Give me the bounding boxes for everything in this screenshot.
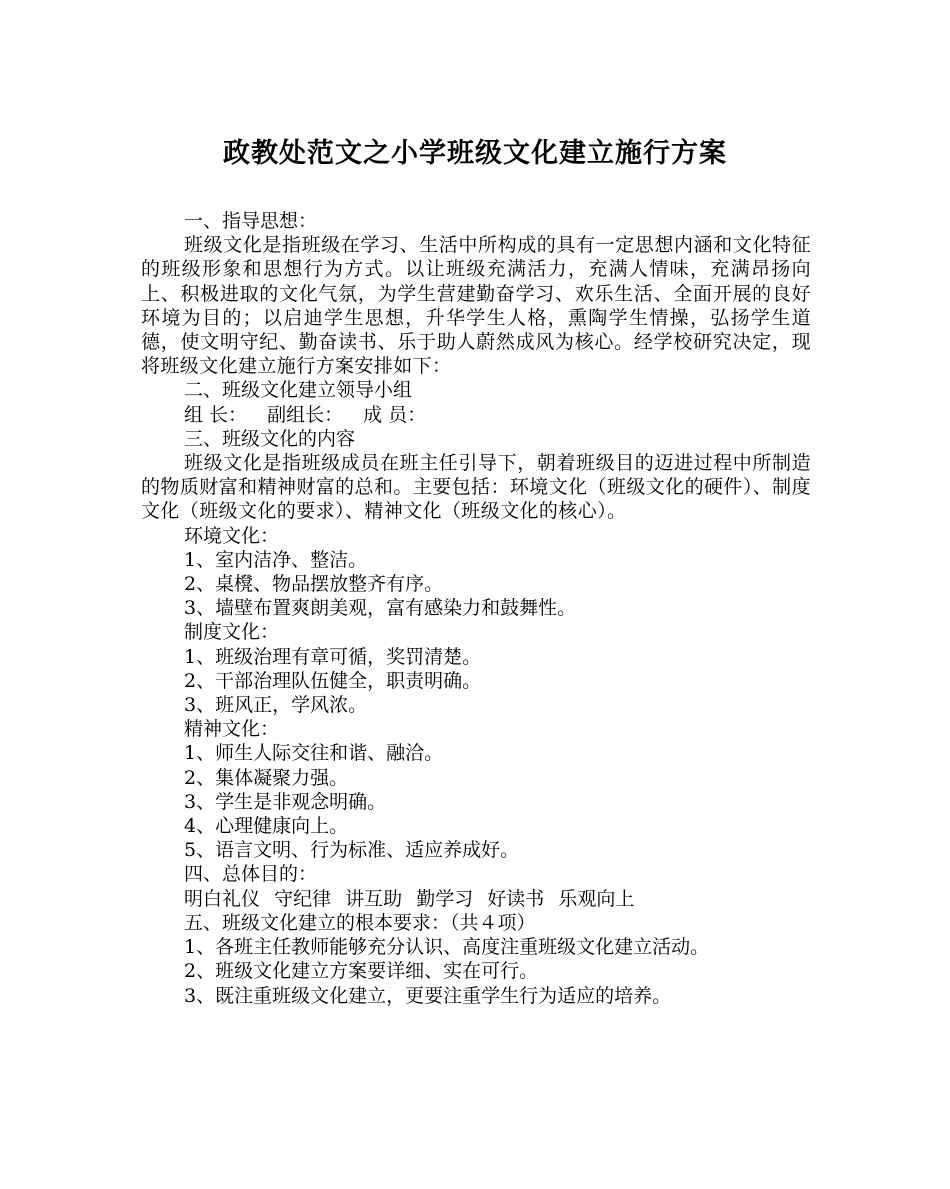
member-role-deputy: 副组长： bbox=[267, 403, 344, 426]
section-1-paragraph: 班级文化是指班级在学习、生活中所构成的具有一定思想内涵和文化特征的班级形象和思想行为方式。以让班级充满活力，充满人情味，充满昂扬向上、积极进取的文化气氛，为学生营建勤奋学习、欢乐生活、全面开展的良好环境为目的；以启迪学生思想，升华学生人格，熏陶学生情操，弘扬学生道德，使文明守纪、勤奋读书、乐于助人蔚然成风为核心。经学校研究决定，现将班级文化建立施行方案安排如下： bbox=[141, 234, 811, 378]
list-item: 2、班级文化建立方案要详细、实在可行。 bbox=[184, 960, 539, 983]
list-item: 3、学生是非观念明确。 bbox=[184, 790, 387, 813]
member-role-leader: 组 长： bbox=[184, 403, 248, 426]
goal-item: 勤学习 bbox=[416, 887, 474, 910]
environment-culture-heading: 环境文化： bbox=[184, 524, 280, 547]
document-body bbox=[141, 209, 811, 1008]
leadership-members-line bbox=[141, 403, 811, 427]
section-4-heading: 四、总体目的： bbox=[184, 863, 318, 886]
list-item: 1、师生人际交往和谐、融洽。 bbox=[184, 742, 444, 765]
list-item: 4、心理健康向上。 bbox=[184, 815, 349, 838]
section-1-heading: 一、指导思想： bbox=[184, 210, 318, 232]
goal-item: 乐观向上 bbox=[558, 887, 635, 910]
list-item: 5、语言文明、行为标准、适应养成好。 bbox=[184, 839, 520, 862]
system-culture-heading: 制度文化： bbox=[184, 621, 280, 644]
member-role-members: 成 员： bbox=[363, 403, 427, 426]
list-item: 2、集体凝聚力强。 bbox=[184, 766, 349, 789]
list-item: 1、班级治理有章可循，奖罚清楚。 bbox=[184, 645, 482, 668]
goal-item: 讲互助 bbox=[345, 887, 403, 910]
goal-item: 好读书 bbox=[487, 887, 545, 910]
goal-item: 守纪律 bbox=[274, 887, 332, 910]
list-item: 2、干部治理队伍健全，职责明确。 bbox=[184, 669, 482, 692]
section-2-heading: 二、班级文化建立领导小组 bbox=[184, 379, 413, 402]
list-item: 3、墙壁布置爽朗美观，富有感染力和鼓舞性。 bbox=[184, 597, 577, 620]
list-item: 1、各班主任教师能够充分认识、高度注重班级文化建立活动。 bbox=[184, 936, 710, 959]
section-3-paragraph: 班级文化是指班级成员在班主任引导下，朝着班级目的迈进过程中所制造的物质财富和精神财富的总和。主要包括：环境文化（班级文化的硬件）、制度文化（班级文化的要求）、精神文化（班级文化的核心）。 bbox=[141, 452, 811, 523]
section-3-heading: 三、班级文化的内容 bbox=[184, 427, 356, 450]
list-item: 2、桌櫈、物品摆放整齐有序。 bbox=[184, 573, 444, 596]
list-item: 3、班风正，学风浓。 bbox=[184, 694, 368, 717]
document-title: 政教处范文之小学班级文化建立施行方案 bbox=[223, 138, 727, 169]
section-5-heading: 五、班级文化建立的根本要求：（共４项） bbox=[184, 911, 536, 934]
spirit-culture-heading: 精神文化： bbox=[184, 718, 280, 741]
goal-item: 明白礼仪 bbox=[184, 887, 261, 910]
list-item: 3、既注重班级文化建立，更要注重学生行为适应的培养。 bbox=[184, 984, 672, 1007]
list-item: 1、室内洁净、整洁。 bbox=[184, 548, 368, 571]
overall-goals-line bbox=[141, 887, 811, 911]
